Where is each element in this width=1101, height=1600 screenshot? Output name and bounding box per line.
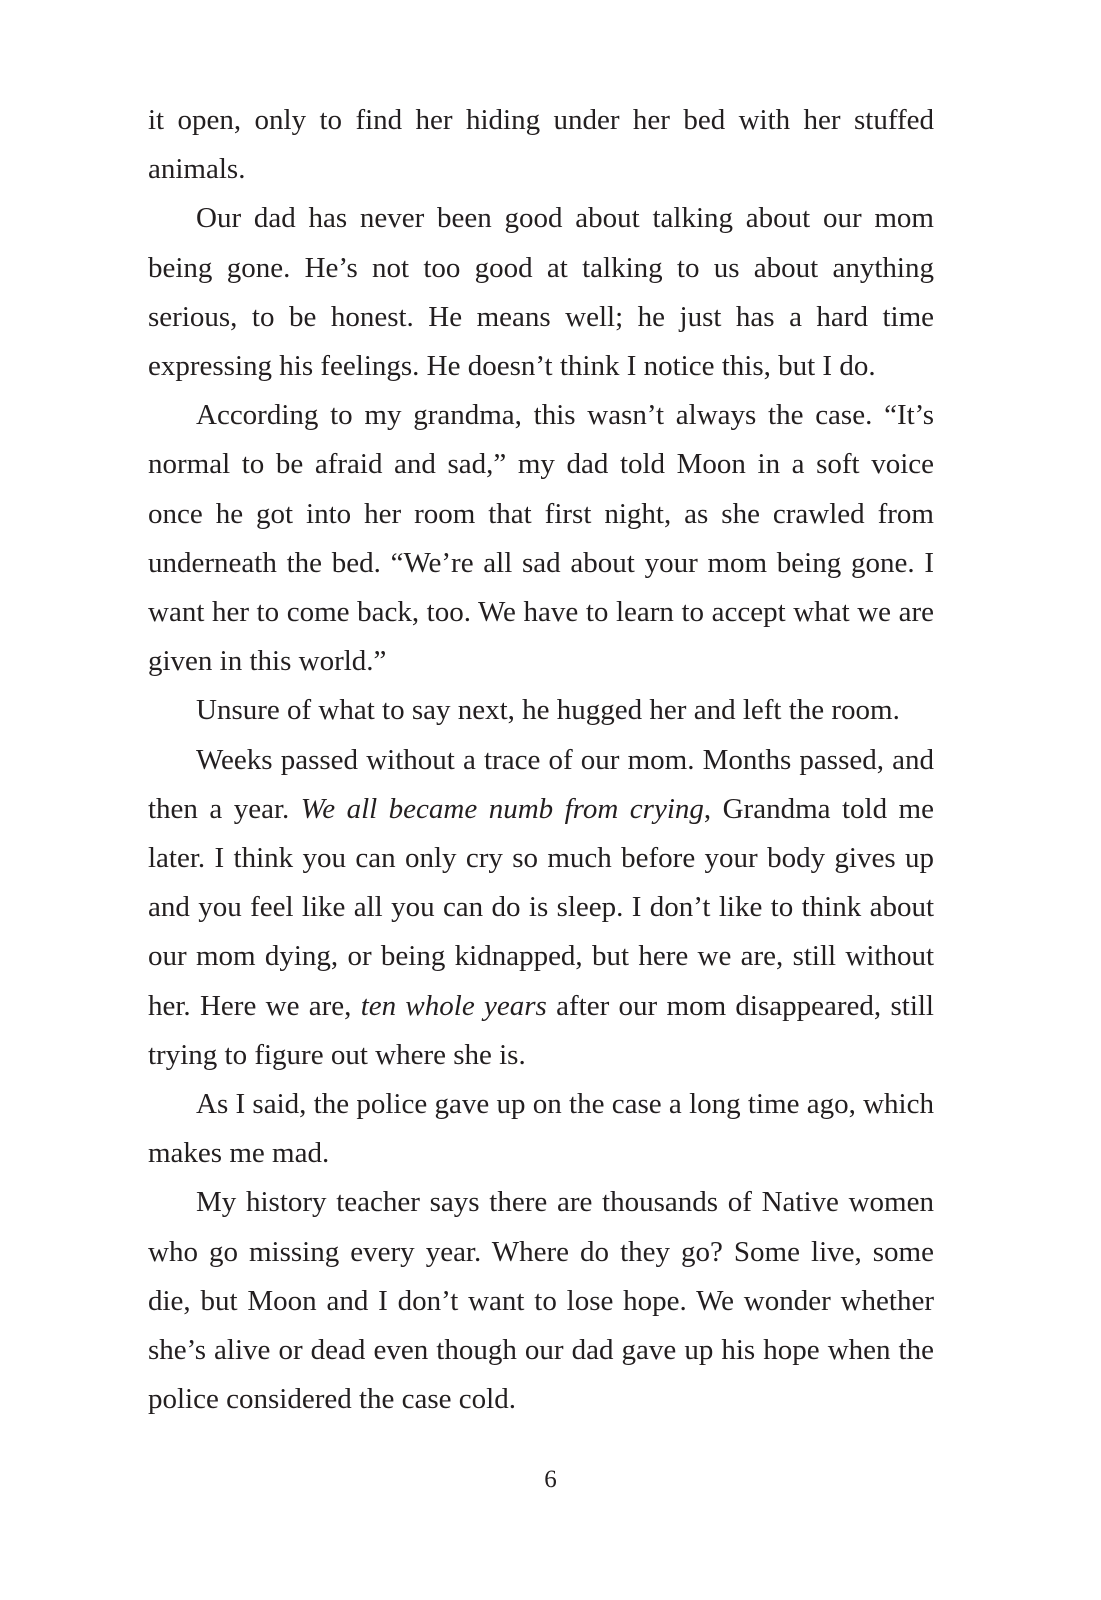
text-run: Our dad has never been good about talking about our mom being gone. He’s not too good at talking to us about anything serious, to be honest. He means well; he just has a hard time expressing his feelings. He doesn’t think I notice this, but I do.: [148, 202, 934, 383]
text-run: it open, only to find her hiding under her bed with her stuffed animals.: [148, 104, 934, 186]
text-run: Unsure of what to say next, he hugged her and left the room.: [196, 694, 900, 727]
paragraph: [148, 194, 934, 391]
italic-text-run: We all became numb from crying: [300, 792, 704, 825]
text-run: after our mom disappeared, still trying to figure out where she is.: [148, 989, 934, 1071]
paragraph: [148, 1178, 934, 1424]
paragraph: [148, 736, 934, 1080]
text-run: , Grandma told me later. I think you can only cry so much before your body gives up and you feel like all you can do is sleep. I don’t like to think about our mom dying, or being kidnapped, but here we are, still without her. Here we are,: [148, 792, 934, 1022]
text-run: According to my grandma, this wasn’t always the case. “It’s normal to be afraid and sad,” my dad told Moon in a soft voice once he got into her room that first night, as she crawled from underneath the bed. “We’re all sad about your mom being gone. I want her to come back, too. We have to learn to accept what we are given in this world.”: [148, 399, 934, 678]
paragraph: [148, 1080, 934, 1178]
text-run: My history teacher says there are thousands of Native women who go missing every year. Where do they go? Some live, some die, but Moon and I don’t want to lose hope. We wonder whether she’s alive or dead even though our dad gave up his hope when the police considered the case cold.: [148, 1186, 934, 1416]
paragraph: [148, 686, 934, 735]
paragraph: [148, 96, 934, 194]
text-run: As I said, the police gave up on the case a long time ago, which makes me mad.: [148, 1088, 934, 1170]
page-number: 6: [544, 1466, 557, 1493]
paragraph: [148, 391, 934, 686]
body-text: [148, 96, 934, 1424]
text-run: Weeks passed without a trace of our mom. Months passed, and then a year.: [148, 743, 934, 825]
italic-text-run: ten whole years: [360, 989, 547, 1022]
